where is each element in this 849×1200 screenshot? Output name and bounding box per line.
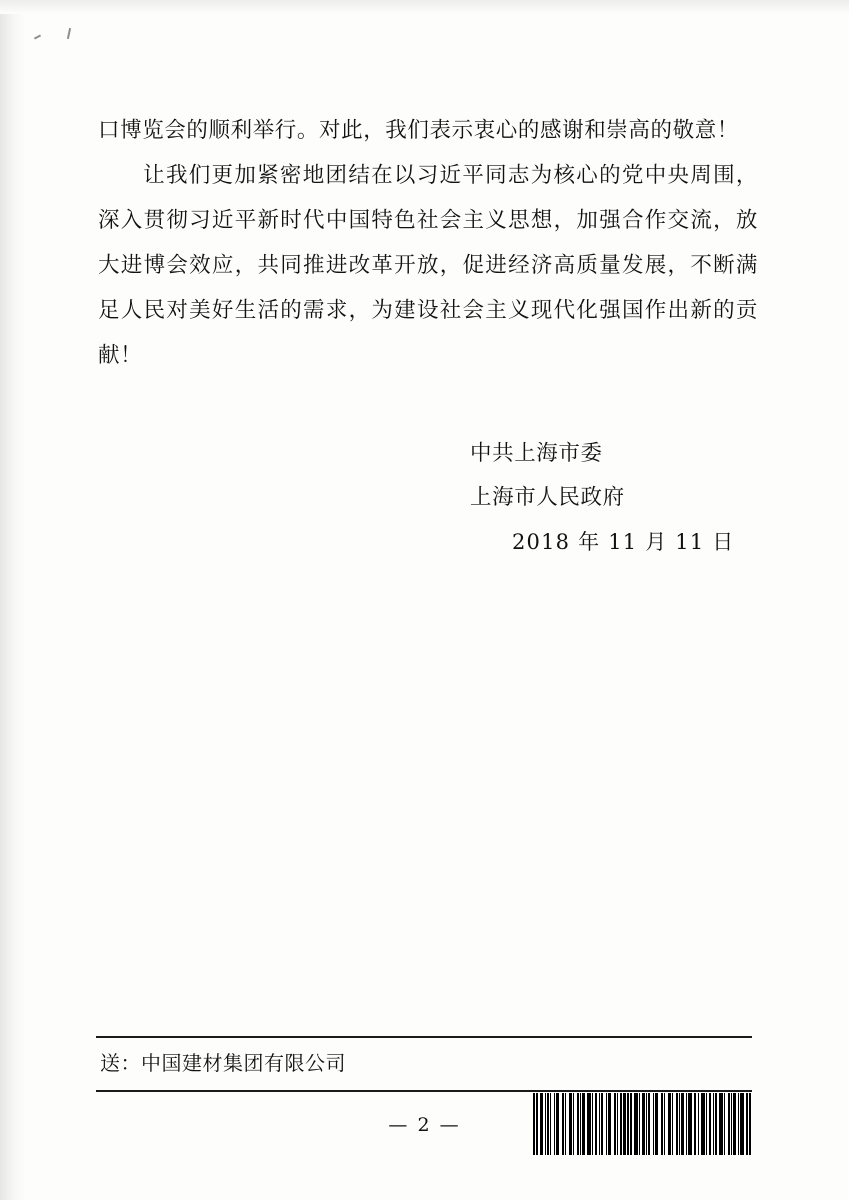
document-body: [98, 108, 758, 378]
footer-divider-bottom: [96, 1090, 752, 1092]
stray-ink-mark: [34, 34, 41, 39]
body-paragraph-1: 口博览会的顺利举行。对此，我们表示衷心的感谢和崇高的敬意！: [98, 118, 739, 143]
signature-block: [470, 432, 734, 564]
cc-label: 送：: [100, 1051, 141, 1075]
scan-edge-shadow-left: [0, 0, 26, 1200]
signature-org-1: 中共上海市委: [470, 441, 603, 466]
cc-recipient-line: [100, 1047, 346, 1076]
barcode-bar: [751, 1093, 752, 1155]
barcode: [533, 1093, 752, 1155]
body-paragraph-2: 让我们更加紧密地团结在以习近平同志为核心的党中央周围，深入贯彻习近平新时代中国特色社会主义思想，加强合作交流，放大进博会效应，共同推进改革开放，促进经济高质量发展，不断满足人民对美好生活的需求，为建设社会主义现代化强国作出新的贡献！: [98, 163, 758, 368]
cc-value: 中国建材集团有限公司: [141, 1051, 346, 1075]
signature-org-2: 上海市人民政府: [470, 485, 625, 510]
stray-ink-mark: [67, 28, 71, 39]
page-number: — 2 —: [388, 1114, 461, 1136]
signature-date: 2018 年 11 月 11 日: [512, 530, 735, 554]
scan-edge-shadow-top: [0, 0, 849, 14]
footer-divider-top: [96, 1036, 752, 1038]
